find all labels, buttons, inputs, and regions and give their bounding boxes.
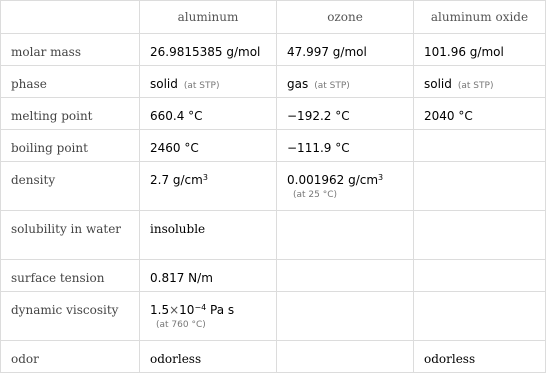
cell: 47.997 g/mol [277,34,414,66]
cell: gas (at STP) [277,66,414,98]
row-dynamic-viscosity [1,292,546,341]
cell [414,162,546,211]
row-phase [1,66,546,98]
row-label: melting point [1,98,140,130]
cell: 101.96 g/mol [414,34,546,66]
row-label: boiling point [1,130,140,162]
row-label: density [1,162,140,211]
header-aluminum-oxide: aluminum oxide [414,1,546,34]
row-boiling-point [1,130,546,162]
cell: solid (at STP) [414,66,546,98]
cell: 2040 °C [414,98,546,130]
row-label: odor [1,341,140,373]
header-empty-cell [1,1,140,34]
cell: odorless [414,341,546,373]
cell: odorless [140,341,277,373]
header-ozone: ozone [277,1,414,34]
cell: $1.5\times 10^{-4}$ Pa s (at 760 °C) [140,292,277,341]
cell: 2.7 $g/cm^3$ [140,162,277,211]
cell [277,260,414,292]
condition-note: (at STP) [183,81,220,91]
row-density [1,162,546,211]
cell [277,341,414,373]
cell [277,292,414,341]
condition-note: (at STP) [457,81,494,91]
row-label: phase [1,66,140,98]
row-solubility [1,211,546,260]
header-aluminum: aluminum [140,1,277,34]
cell [414,292,546,341]
cell: 0.001962 $g/cm^3$ (at 25 °C) [277,162,414,211]
cell: solid (at STP) [140,66,277,98]
cell: insoluble [140,211,277,260]
cell: 26.9815385 g/mol [140,34,277,66]
cell [414,211,546,260]
row-label: surface tension [1,260,140,292]
row-label: dynamic viscosity [1,292,140,341]
cell: −111.9 °C [277,130,414,162]
row-melting-point [1,98,546,130]
header-row [1,1,546,34]
cell [414,130,546,162]
cell: −192.2 °C [277,98,414,130]
row-label: solubility in water [1,211,140,260]
row-molar-mass [1,34,546,66]
condition-note: (at 760 °C) [156,320,206,330]
condition-note: (at STP) [314,81,350,91]
cell [277,211,414,260]
row-surface-tension [1,260,546,292]
cell: 0.817 N/m [140,260,277,292]
cell: 660.4 °C [140,98,277,130]
cell [414,260,546,292]
row-odor [1,341,546,373]
row-label: molar mass [1,34,140,66]
cell: 2460 °C [140,130,277,162]
condition-note: (at 25 °C) [293,190,338,200]
